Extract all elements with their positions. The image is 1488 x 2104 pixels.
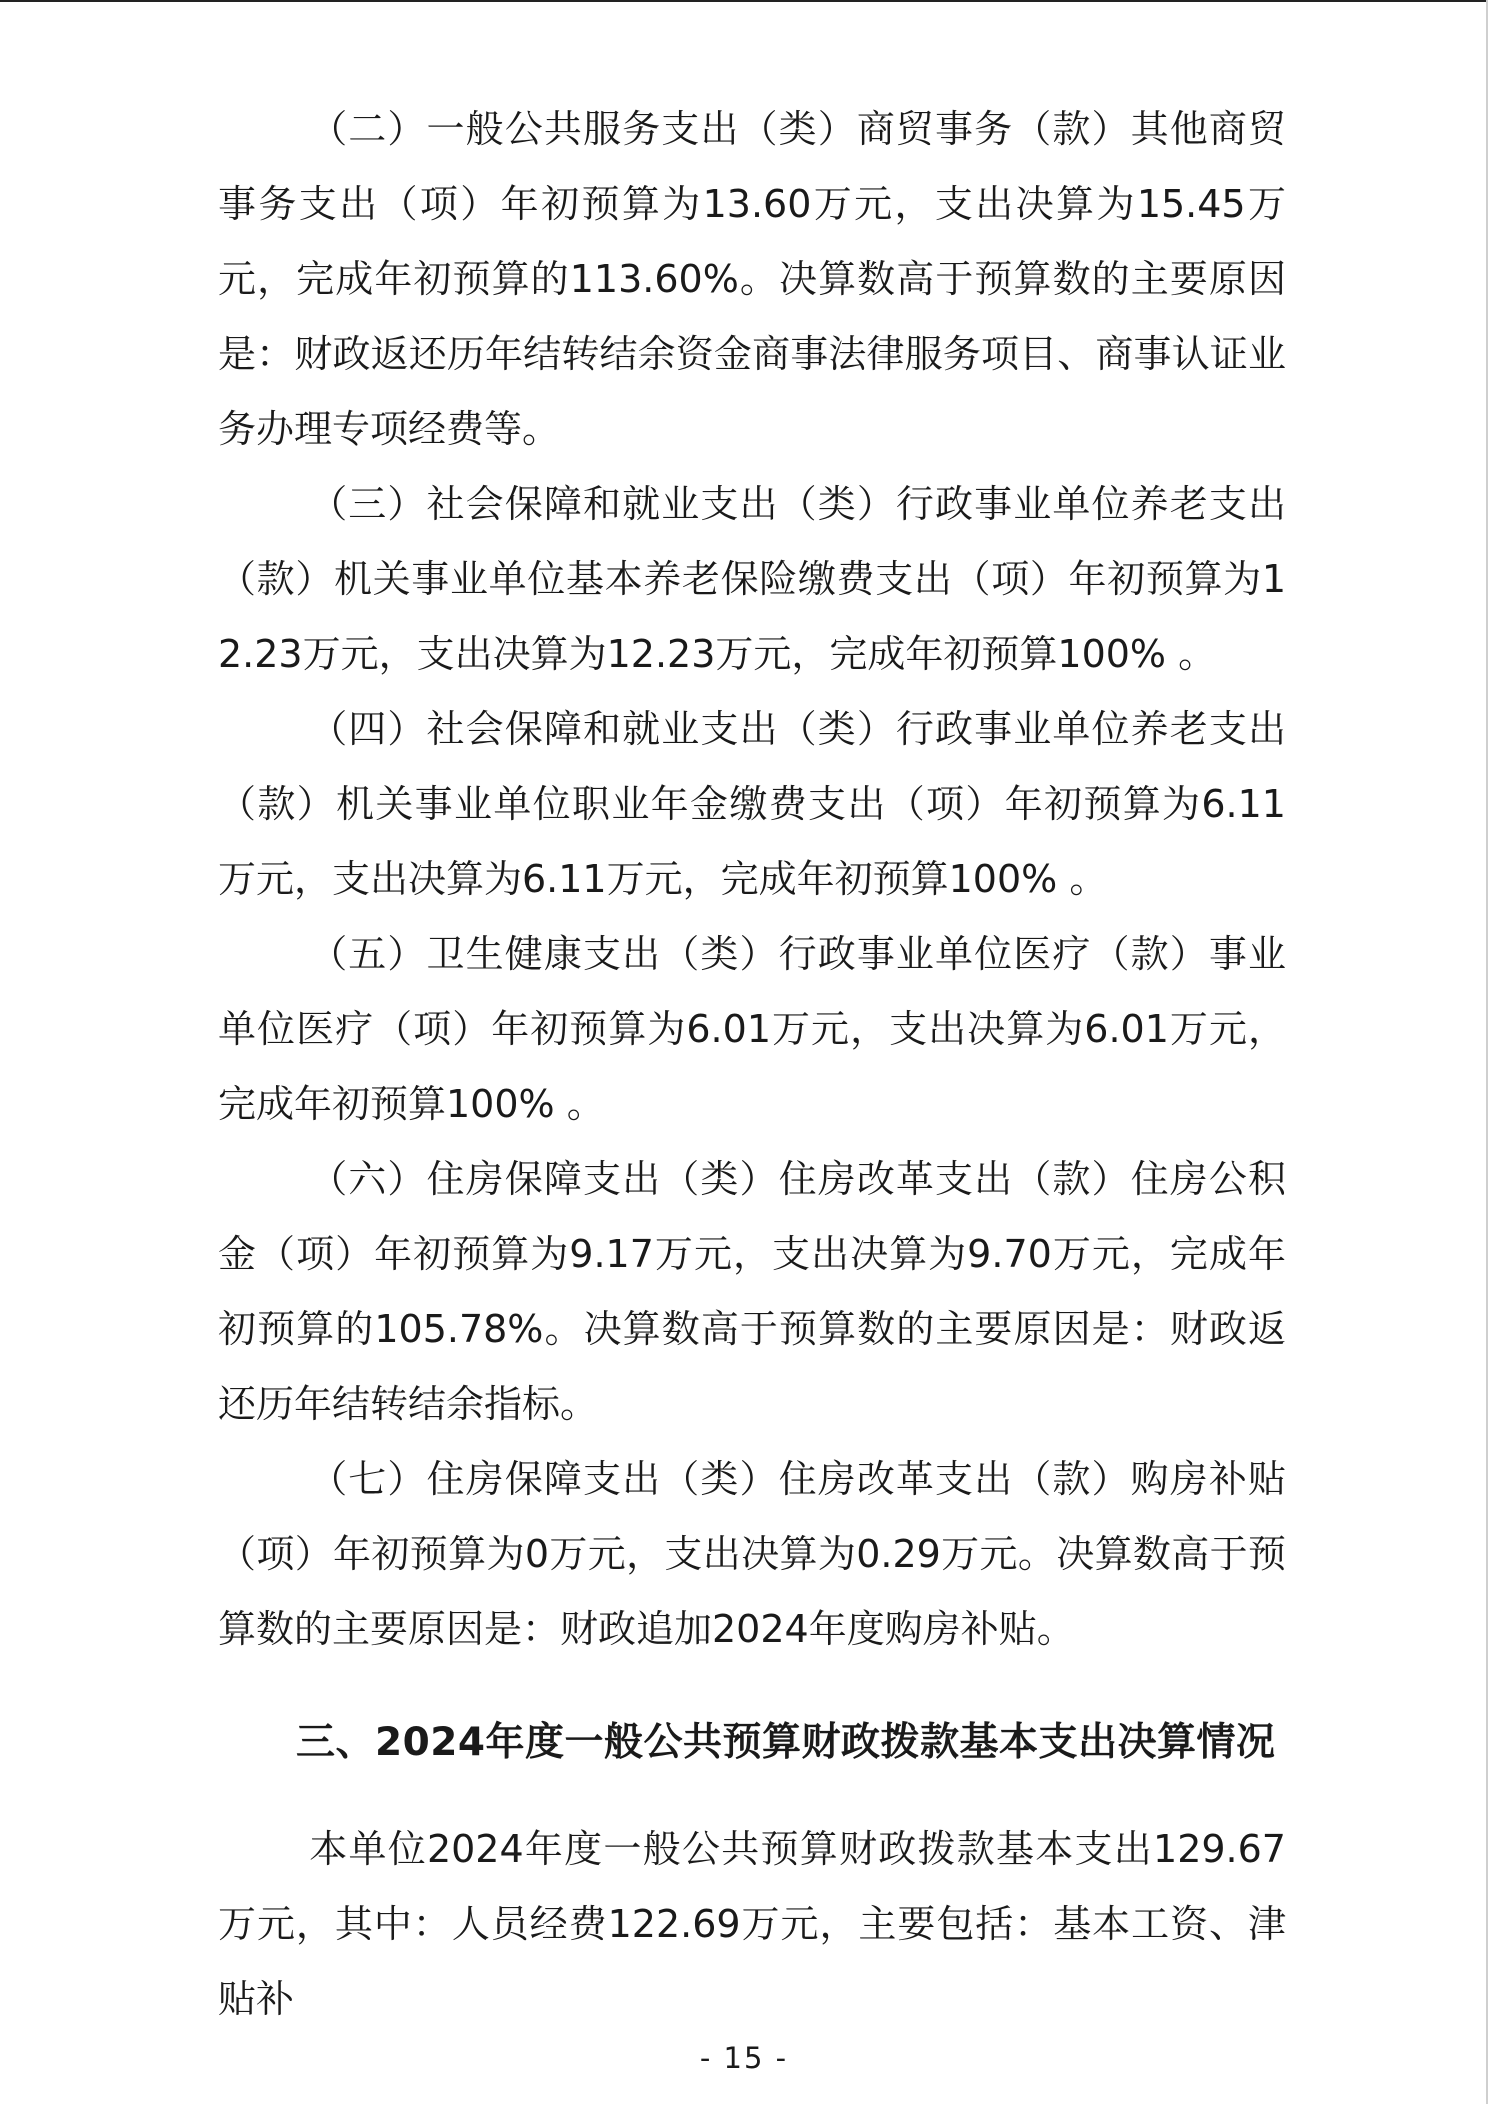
paragraph-item-5: （五）卫生健康支出（类）行政事业单位医疗（款）事业单位医疗（项）年初预算为6.01万元，支出决算为6.01万元，完成年初预算100% 。 <box>218 932 1286 1126</box>
page-top-border <box>0 0 1488 2</box>
paragraph-item-4: （四）社会保障和就业支出（类）行政事业单位养老支出（款）机关事业单位职业年金缴费支出（项）年初预算为6.11万元，支出决算为6.11万元，完成年初预算100% 。 <box>218 707 1286 901</box>
section-heading: 三、2024年度一般公共预算财政拨款基本支出决算情况 <box>296 1720 1276 1765</box>
document-body <box>218 92 1286 2037</box>
page-number: - 15 - <box>699 2041 789 2075</box>
section-body-paragraph: 本单位2024年度一般公共预算财政拨款基本支出129.67万元，其中：人员经费122.69万元，主要包括：基本工资、津贴补 <box>218 1827 1286 2021</box>
paragraph-item-2: （二）一般公共服务支出（类）商贸事务（款）其他商贸事务支出（项）年初预算为13.60万元，支出决算为15.45万元，完成年初预算的113.60%。决算数高于预算数的主要原因是：财政返还历年结转结余资金商事法律服务项目、商事认证业务办理专项经费等。 <box>218 107 1286 451</box>
paragraph-item-7: （七）住房保障支出（类）住房改革支出（款）购房补贴（项）年初预算为0万元，支出决算为0.29万元。决算数高于预算数的主要原因是：财政追加2024年度购房补贴。 <box>218 1457 1286 1651</box>
paragraph-item-3: （三）社会保障和就业支出（类）行政事业单位养老支出（款）机关事业单位基本养老保险缴费支出（项）年初预算为12.23万元，支出决算为12.23万元，完成年初预算100% 。 <box>218 482 1286 676</box>
paragraph-item-6: （六）住房保障支出（类）住房改革支出（款）住房公积金（项）年初预算为9.17万元，支出决算为9.70万元，完成年初预算的105.78%。决算数高于预算数的主要原因是：财政返还历年结转结余指标。 <box>218 1157 1286 1426</box>
